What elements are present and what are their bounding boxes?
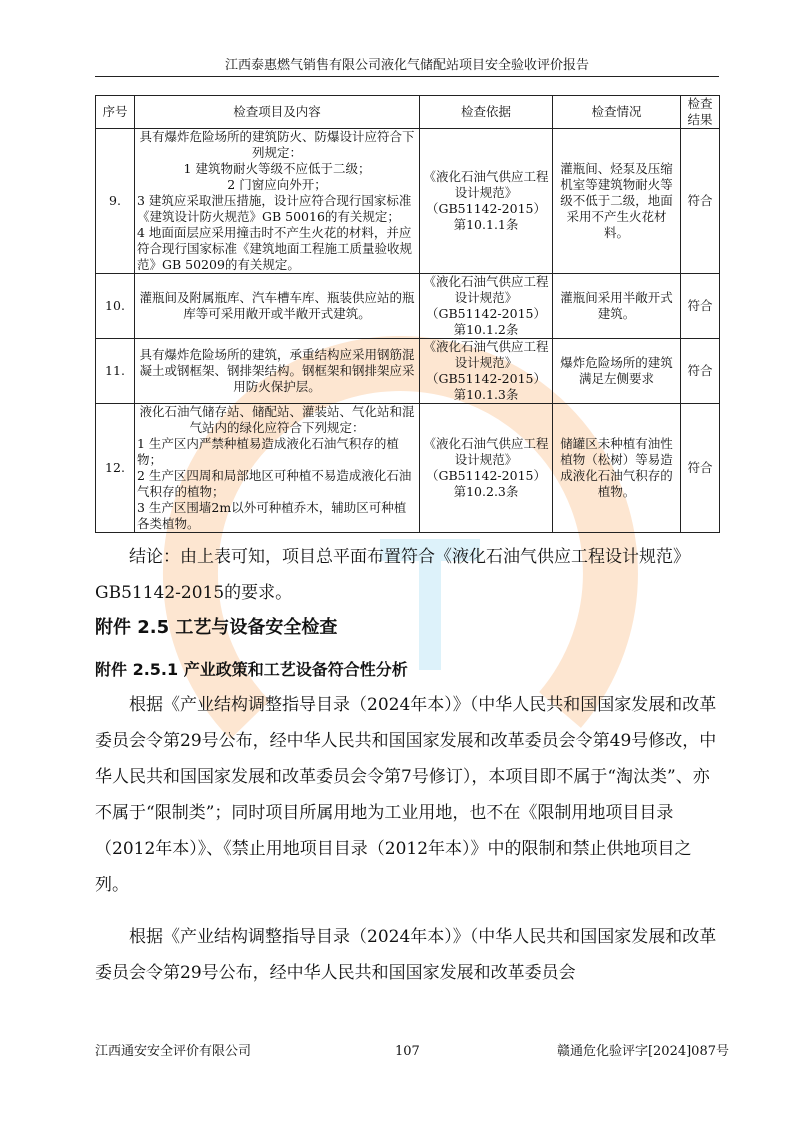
row-situation: 爆炸危险场所的建筑满足左侧要求	[553, 339, 681, 404]
col-header-basis: 检查依据	[420, 96, 553, 129]
footer-company: 江西通安安全评价有限公司	[95, 1044, 252, 1059]
row-situation: 灌瓶间、烃泵及压缩机室等建筑物耐火等级不低于二级，地面采用不产生火花材料。	[553, 129, 681, 274]
conclusion-paragraph: 结论：由上表可知，项目总平面布置符合《液化石油气供应工程设计规范》GB51142-2015的要求。	[95, 547, 690, 603]
row-content	[135, 339, 420, 404]
col-header-no: 序号	[96, 96, 135, 129]
col-header-content: 检查项目及内容	[135, 96, 420, 129]
table-row	[96, 129, 720, 274]
content-line: 3 建筑应采取泄压措施，设计应符合现行国家标准《建筑设计防火规范》GB 50016的有关规定；	[137, 193, 412, 224]
row-result: 符合	[681, 339, 720, 404]
row-situation: 储罐区未种植有油性植物（松树）等易造成液化石油气积存的植物。	[553, 404, 681, 533]
col-header-result: 检查结果	[681, 96, 720, 129]
row-result: 符合	[681, 274, 720, 339]
footer-doc-number: 赣通危化验评字[2024]087号	[556, 1044, 729, 1059]
row-basis: 《液化石油气供应工程设计规范》（GB51142-2015）第10.2.3条	[420, 404, 553, 533]
content-line: 具有爆炸危险场所的建筑防火、防爆设计应符合下列规定：	[139, 129, 415, 160]
content-line: 4 地面面层应采用撞击时不产生火花的材料，并应符合现行国家标准《建筑地面工程施工质量验收规范》GB 50209的有关规定。	[137, 225, 413, 272]
row-no: 11.	[96, 339, 135, 404]
content-line: 1 建筑物耐火等级不应低于二级；	[183, 161, 371, 176]
row-content	[135, 404, 420, 533]
row-basis: 《液化石油气供应工程设计规范》（GB51142-2015）第10.1.3条	[420, 339, 553, 404]
content-line: 具有爆炸危险场所的建筑，承重结构应采用钢筋混凝土或钢框架、钢排架结构。钢框架和钢排架应采用防火保护层。	[139, 347, 415, 394]
body-paragraph: 根据《产业结构调整指导目录（2024年本）》（中华人民共和国国家发展和改革委员会令第29号公布，经中华人民共和国国家发展和改革委员会	[95, 927, 717, 983]
content-line: 2 门窗应向外开；	[227, 177, 327, 192]
row-content	[135, 129, 420, 274]
check-table	[95, 95, 720, 533]
section-title: 附件 2.5 工艺与设备安全检查	[95, 617, 338, 638]
content-line: 液化石油气储存站、储配站、灌装站、气化站和混气站内的绿化应符合下列规定：	[139, 404, 415, 435]
subsection-title: 附件 2.5.1 产业政策和工艺设备符合性分析	[95, 660, 408, 679]
page-footer	[95, 1023, 729, 1123]
page-header: 江西泰惠燃气销售有限公司液化气储配站项目安全验收评价报告	[224, 58, 589, 73]
row-result: 符合	[681, 129, 720, 274]
row-situation: 灌瓶间采用半敞开式建筑。	[553, 274, 681, 339]
table-row	[96, 404, 720, 533]
table-header-row	[96, 96, 720, 129]
body-paragraph: 根据《产业结构调整指导目录（2024年本）》（中华人民共和国国家发展和改革委员会令第29号公布，经中华人民共和国国家发展和改革委员会令第49号修改，中华人民共和国国家发展和改革委员会令第7号修订），本项目即不属于“淘汰类”、亦不属于“限制类”；同时项目所属用地为工业用地，也不在《限制用地项目目录（2012年本）》、《禁止用地项目目录（2012年本）》中的限制和禁止供地项目之列。	[95, 695, 717, 895]
content-line: 1 生产区内严禁种植易造成液化石油气积存的植物；	[137, 436, 399, 467]
header-divider	[95, 76, 719, 77]
row-no: 9.	[96, 129, 135, 274]
row-basis: 《液化石油气供应工程设计规范》（GB51142-2015）第10.1.2条	[420, 274, 553, 339]
content-line: 3 生产区围墙2m以外可种植乔木，辅助区可种植各类植物。	[137, 500, 407, 531]
table-row	[96, 274, 720, 339]
row-no: 12.	[96, 404, 135, 533]
row-no: 10.	[96, 274, 135, 339]
row-result: 符合	[681, 404, 720, 533]
footer-page-number: 107	[395, 1044, 420, 1059]
content-line: 2 生产区四周和局部地区可种植不易造成液化石油气积存的植物；	[137, 468, 412, 499]
content-line: 灌瓶间及附属瓶库、汽车槽车库、瓶装供应站的瓶库等可采用敞开或半敞开式建筑。	[139, 290, 415, 321]
table-row	[96, 339, 720, 404]
col-header-situation: 检查情况	[553, 96, 681, 129]
row-basis: 《液化石油气供应工程设计规范》（GB51142-2015）第10.1.1条	[420, 129, 553, 274]
row-content	[135, 274, 420, 339]
